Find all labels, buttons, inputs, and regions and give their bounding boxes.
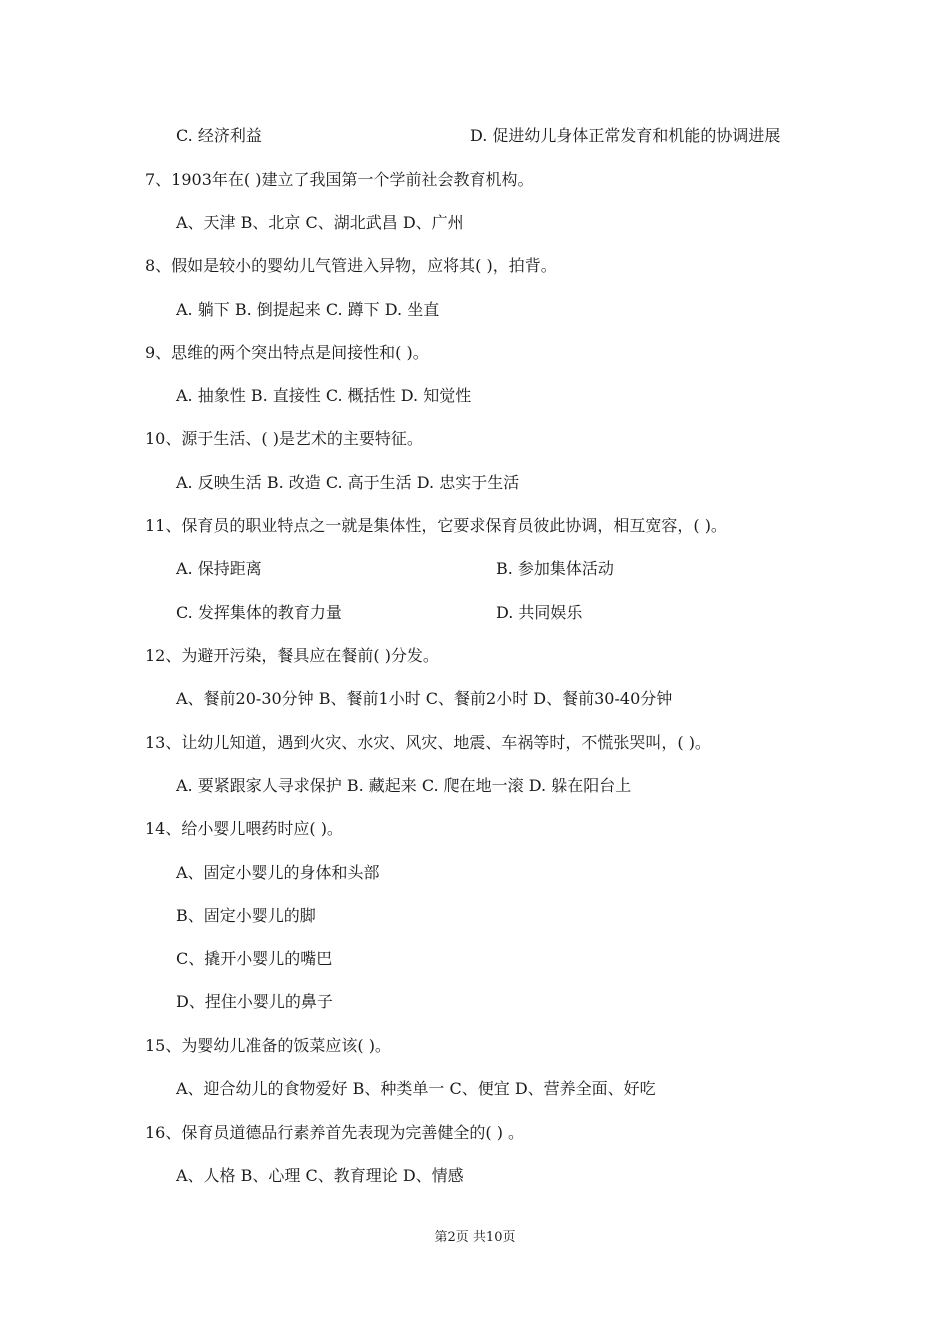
option-line: A、人格 B、心理 C、教育理论 D、情感	[176, 1166, 464, 1185]
option-line: A、迎合幼儿的食物爱好 B、种类单一 C、便宜 D、营养全面、好吃	[176, 1079, 656, 1098]
option-line: A. 躺下 B. 倒提起来 C. 蹲下 D. 坐直	[176, 300, 440, 319]
question-line: 8、假如是较小的婴幼儿气管进入异物，应将其( )，拍背。	[145, 256, 557, 275]
option-line: A. 要紧跟家人寻求保护 B. 藏起来 C. 爬在地一滚 D. 躲在阳台上	[176, 776, 632, 795]
option-line: B、固定小婴儿的脚	[176, 906, 316, 925]
option-line: A、餐前20-30分钟 B、餐前1小时 C、餐前2小时 D、餐前30-40分钟	[176, 689, 673, 708]
option-line: D、捏住小婴儿的鼻子	[176, 992, 333, 1011]
option-line: A. 保持距离	[176, 559, 262, 578]
question-line: 11、保育员的职业特点之一就是集体性，它要求保育员彼此协调，相互宽容，( )。	[145, 516, 727, 535]
option-line: A、天津 B、北京 C、湖北武昌 D、广州	[176, 213, 464, 232]
question-line: 9、思维的两个突出特点是间接性和( )。	[145, 343, 429, 362]
question-line: 7、1903年在( )建立了我国第一个学前社会教育机构。	[145, 170, 534, 189]
option-line-right: D. 共同娱乐	[496, 603, 583, 622]
option-line-right: B. 参加集体活动	[496, 559, 614, 578]
option-line: A. 抽象性 B. 直接性 C. 概括性 D. 知觉性	[176, 386, 472, 405]
option-line: C. 发挥集体的教育力量	[176, 603, 342, 622]
question-line: 14、给小婴儿喂药时应( )。	[145, 819, 343, 838]
option-line: A、固定小婴儿的身体和头部	[176, 863, 380, 882]
question-line: 13、让幼儿知道，遇到火灾、水灾、风灾、地震、车祸等时，不慌张哭叫，( )。	[145, 733, 711, 752]
question-line: 15、为婴幼儿准备的饭菜应该( )。	[145, 1036, 391, 1055]
question-line: 10、源于生活、( )是艺术的主要特征。	[145, 429, 423, 448]
option-line: C. 经济利益	[176, 126, 262, 145]
option-line: A. 反映生活 B. 改造 C. 高于生活 D. 忠实于生活	[176, 473, 520, 492]
option-line: C、撬开小婴儿的嘴巴	[176, 949, 333, 968]
page-footer: 第2页 共10页	[434, 1230, 516, 1245]
question-line: 16、保育员道德品行素养首先表现为完善健全的( ) 。	[145, 1123, 525, 1142]
question-line: 12、为避开污染，餐具应在餐前( )分发。	[145, 646, 439, 665]
option-line-right: D. 促进幼儿身体正常发育和机能的协调进展	[470, 126, 781, 145]
